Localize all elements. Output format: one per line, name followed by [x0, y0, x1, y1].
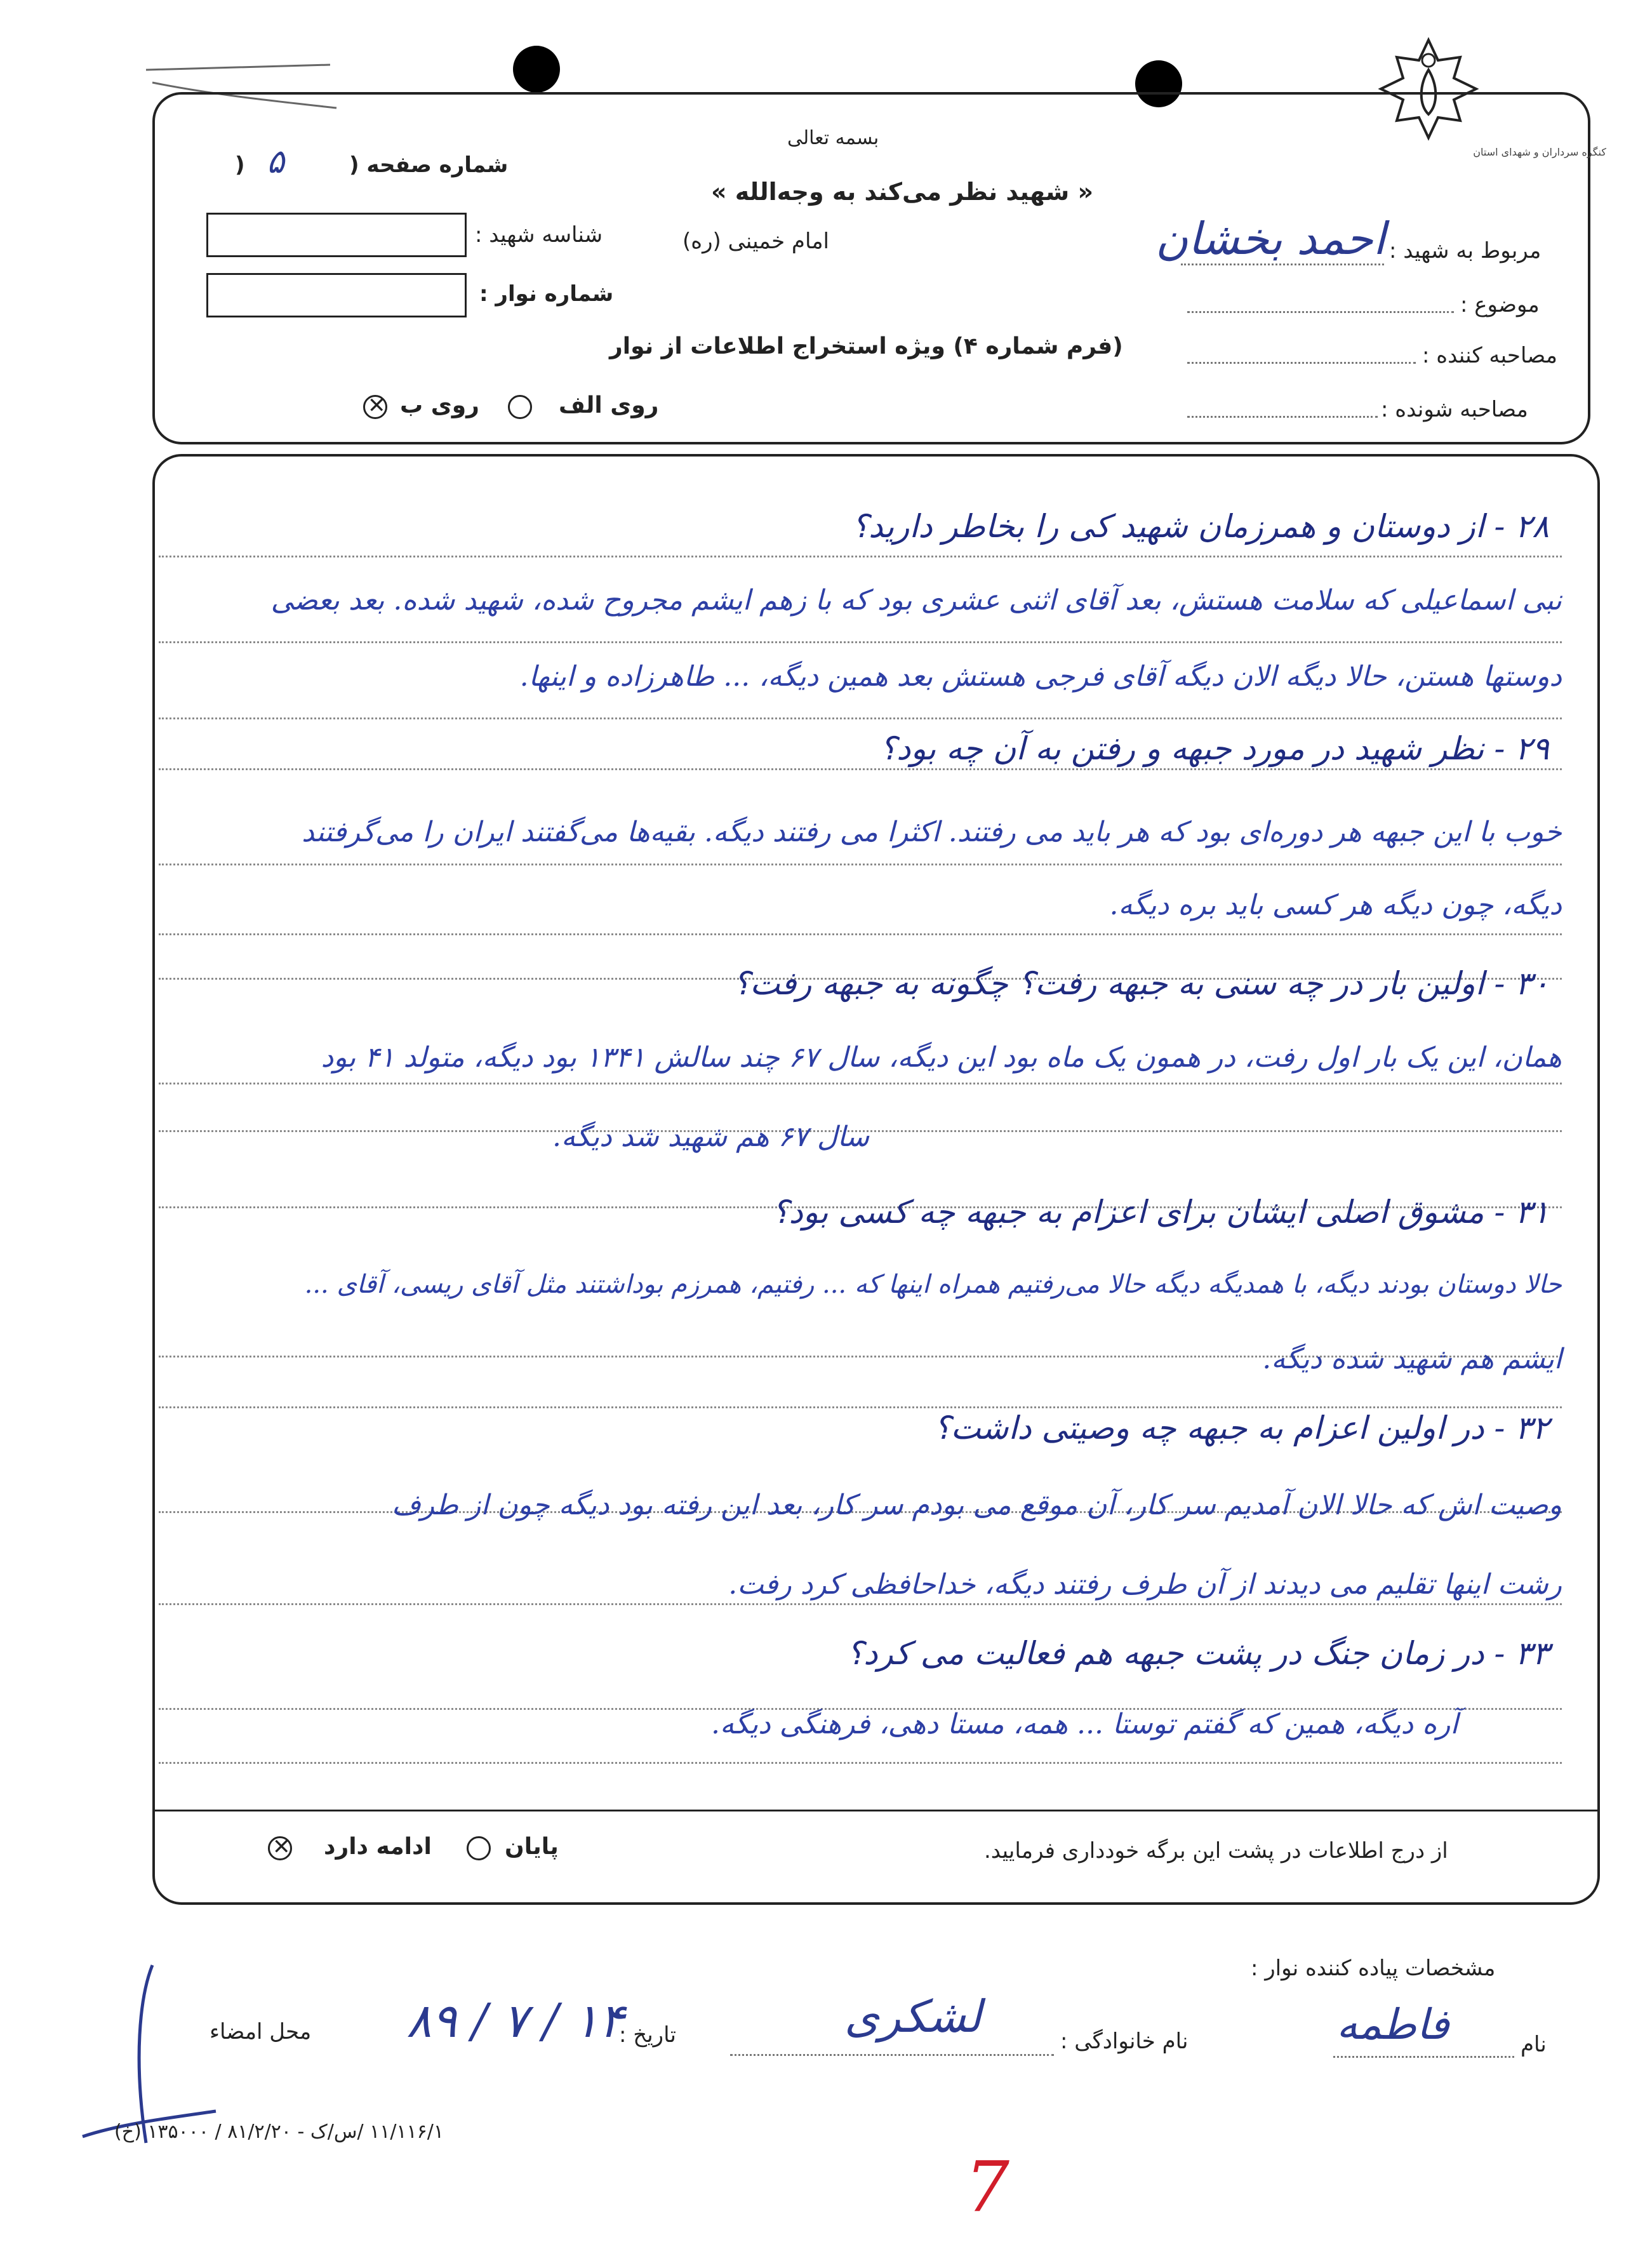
answer-33-line-1: آره دیگه، همین که گفتم توستا ... همه، مستا دهی، فرهنگی دیگه.	[711, 1708, 1458, 1740]
writing-line	[159, 1762, 1562, 1764]
transcriber-label: مشخصات پیاده کننده نوار :	[1251, 1956, 1496, 1981]
answer-29-line-1: خوب با این جبهه هر دوره‌ای بود که هر باید می رفتند. اکثرا می رفتند دیگه. بقیه‌ها می‌گفتند ایران را می‌گرفتند	[302, 816, 1562, 848]
question-33: ۳۳ - در زمان جنگ در پشت جبهه هم فعالیت می کرد؟	[846, 1635, 1549, 1672]
end-radio[interactable]	[467, 1836, 491, 1860]
writing-line	[159, 1083, 1562, 1084]
motto: « شهید نظر می‌کند به وجه‌الله »	[711, 178, 1094, 206]
side-b-radio[interactable]	[363, 395, 387, 419]
footer-note: از درج اطلاعات در پشت این برگه خودداری فرمایید.	[984, 1838, 1448, 1864]
martyr-id-field[interactable]	[206, 213, 467, 257]
date-value: ۸۹ / ۷ / ۱۴	[406, 1994, 624, 2048]
emblem-icon	[1375, 35, 1482, 143]
answer-28-line-2: دوستها هستن، حالا دیگه الان دیگه آقای فرجی هستش بعد همین دیگه، ... طاهرزاده و اینها.	[519, 660, 1562, 693]
signature-label: محل امضاء	[210, 2019, 312, 2045]
continue-label: ادامه دارد	[324, 1834, 432, 1860]
question-28: ۲۸ - از دوستان و همرزمان شهید کی را بخاطر دارید؟	[851, 508, 1549, 545]
question-32: ۳۲ - در اولین اعزام به جبهه چه وصیتی داشت؟	[933, 1410, 1549, 1446]
writing-line	[159, 933, 1562, 935]
side-b-label: روی ب	[400, 392, 479, 418]
family-label: نام خانوادگی :	[1060, 2029, 1189, 2054]
martyr-id-label: شناسه شهید :	[475, 222, 603, 248]
answer-30-line-2: سال ۶۷ هم شهید شد دیگه.	[552, 1121, 870, 1153]
interviewer-line	[1187, 362, 1416, 364]
name-value: فاطمه	[1336, 2000, 1449, 2049]
motto-attribution: امام خمینی (ره)	[682, 229, 829, 254]
side-a-label: روی الف	[559, 392, 659, 418]
subject-line	[1187, 311, 1454, 313]
name-label: نام	[1521, 2032, 1547, 2057]
page-number-label: شماره صفحه (	[349, 152, 509, 178]
writing-line	[159, 717, 1562, 719]
answer-30-line-1: همان، این یک بار اول رفت، در همون یک ماه بود این دیگه، سال ۶۷ چند سالش ۱۳۴۱ بود دیگه، متولد ۴۱ بود	[321, 1041, 1562, 1074]
answer-31-line-1: حالا دوستان بودند دیگه، با همدیگه دیگه حالا می‌رفتیم همراه اینها که ... رفتیم، همرزم بوداشتند مثل آقای ریسی، آقای ...	[304, 1270, 1562, 1299]
writing-line	[159, 768, 1562, 770]
name-line	[1333, 2056, 1514, 2058]
organization-logo	[1375, 35, 1482, 143]
page-number-close-paren: )	[235, 152, 245, 178]
writing-line	[159, 864, 1562, 865]
answer-32-line-1: وصیت اش که حالا الان آمدیم سر کار، آن موقع می بودم سر کار، بعد این رفته بود دیگه چون از طرف	[392, 1489, 1562, 1521]
answer-32-line-2: رشت اینها تقلیم می دیدند از آن طرف رفتند دیگه، خداحافظی کرد رفت.	[728, 1568, 1562, 1601]
writing-line	[159, 641, 1562, 643]
interviewee-label: مصاحبه شونده :	[1381, 397, 1528, 422]
tape-number-label: شماره نوار :	[479, 281, 614, 307]
question-31: ۳۱ - مشوق اصلی ایشان برای اعزام به جبهه چه کسی بود؟	[771, 1194, 1549, 1231]
end-label: پایان	[505, 1834, 559, 1860]
page-mark: 7	[965, 2146, 1009, 2227]
continue-radio[interactable]	[268, 1836, 292, 1860]
answer-29-line-2: دیگه، چون دیگه هر کسی باید بره دیگه.	[1109, 889, 1562, 921]
writing-line	[159, 1406, 1562, 1408]
related-martyr-label: مربوط به شهید :	[1389, 238, 1541, 263]
family-line	[730, 2054, 1054, 2056]
interviewer-label: مصاحبه کننده :	[1422, 343, 1557, 368]
related-martyr-value: احمد بخشان	[1155, 213, 1386, 265]
answer-28-line-1: نبی اسماعیلی که سلامت هستش، بعد آقای اثنی عشری بود که با زهم ایشم مجروح شده، شهید شده. بعد بعضی	[270, 584, 1562, 617]
writing-line	[159, 556, 1562, 557]
form-title: (فرم شماره ۴) ویژه استخراج اطلاعات از نوار	[609, 333, 1123, 359]
bismillah: بسمه تعالی	[787, 127, 879, 149]
family-value: لشکری	[844, 1991, 982, 2043]
page-number-value: ۵	[267, 143, 284, 181]
subject-label: موضوع :	[1460, 292, 1540, 317]
date-label: تاریخ :	[619, 2022, 676, 2048]
question-29: ۲۹ - نظر شهید در مورد جبهه و رفتن به آن چه بود؟	[879, 730, 1549, 767]
footer-divider	[155, 1810, 1597, 1811]
tape-number-field[interactable]	[206, 273, 467, 317]
answer-31-line-2: ایشم هم شهید شده دیگه.	[1262, 1343, 1562, 1375]
side-a-radio[interactable]	[508, 395, 532, 419]
interviewee-line	[1187, 416, 1378, 418]
question-30: ۳۰ - اولین بار در چه سنی به جبهه رفت؟ چگونه به جبهه رفت؟	[733, 965, 1549, 1002]
form-code: ۱۱/۱۱۶/۱ /س/ک - ۸۱/۲/۲۰ / ۱۳۵۰۰۰ (خ)	[114, 2121, 444, 2143]
punch-hole-left	[513, 46, 560, 93]
writing-line	[159, 1603, 1562, 1605]
logo-caption: کنگره سرداران و شهدای استان	[1473, 146, 1606, 158]
